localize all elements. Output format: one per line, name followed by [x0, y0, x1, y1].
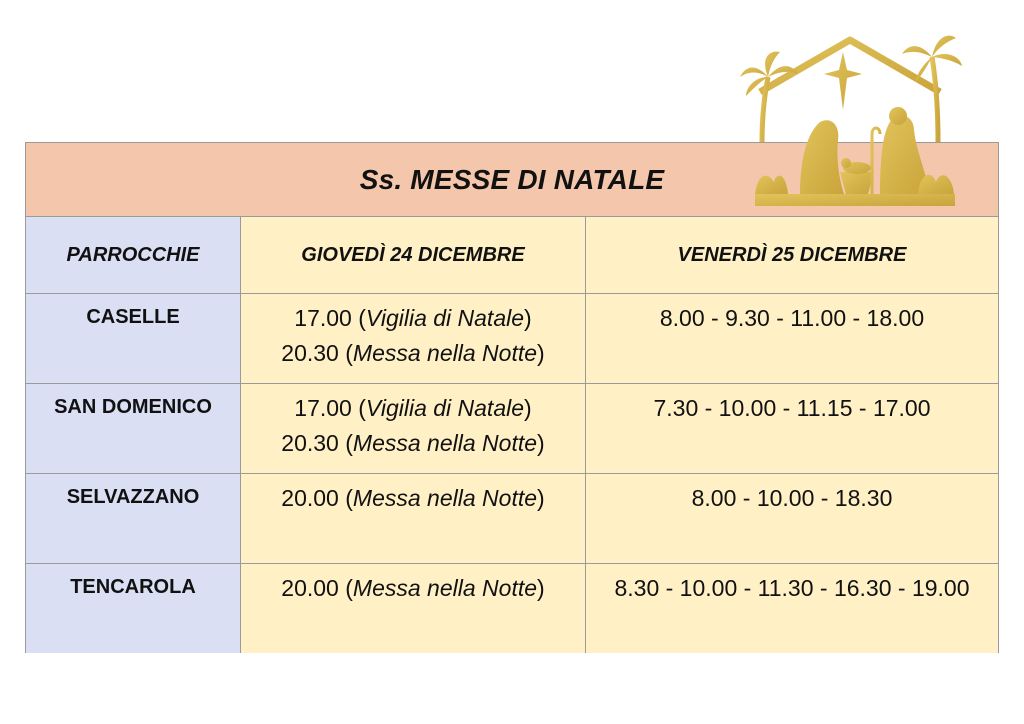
day2-times: 8.00 - 9.30 - 11.00 - 18.00 [586, 294, 998, 384]
nativity-scene-icon [740, 22, 962, 212]
day2-times: 8.00 - 10.00 - 18.30 [586, 474, 998, 564]
day1-times [241, 564, 586, 653]
header-parishes: PARROCCHIE [26, 217, 241, 293]
parish-name: SAN DOMENICO [26, 384, 241, 474]
mass-entry: 20.30 (Messa nella Notte) [281, 430, 545, 456]
day1-times [241, 294, 586, 384]
header-day2: VENERDÌ 25 DICEMBRE [586, 217, 998, 293]
table-row [26, 473, 998, 564]
header-day1: GIOVEDÌ 24 DICEMBRE [241, 217, 586, 293]
day1-times [241, 474, 586, 564]
parish-name: TENCAROLA [26, 564, 241, 653]
mass-entry: 17.00 (Vigilia di Natale) [294, 305, 532, 331]
mass-schedule-table [25, 142, 999, 653]
table-row [26, 563, 998, 653]
page-title: Ss. MESSE DI NATALE [359, 163, 665, 195]
parish-name: CASELLE [26, 294, 241, 384]
mass-entry: 17.00 (Vigilia di Natale) [294, 395, 532, 421]
table-header-row [26, 217, 998, 293]
parish-name: SELVAZZANO [26, 474, 241, 564]
mass-entry: 20.00 (Messa nella Notte) [281, 485, 545, 511]
table-row [26, 383, 998, 474]
mass-entry: 20.30 (Messa nella Notte) [281, 340, 545, 366]
day1-times [241, 384, 586, 474]
day2-times: 7.30 - 10.00 - 11.15 - 17.00 [586, 384, 998, 474]
day2-times: 8.30 - 10.00 - 11.30 - 16.30 - 19.00 [586, 564, 998, 653]
table-row [26, 293, 998, 384]
mass-entry: 20.00 (Messa nella Notte) [281, 575, 545, 601]
